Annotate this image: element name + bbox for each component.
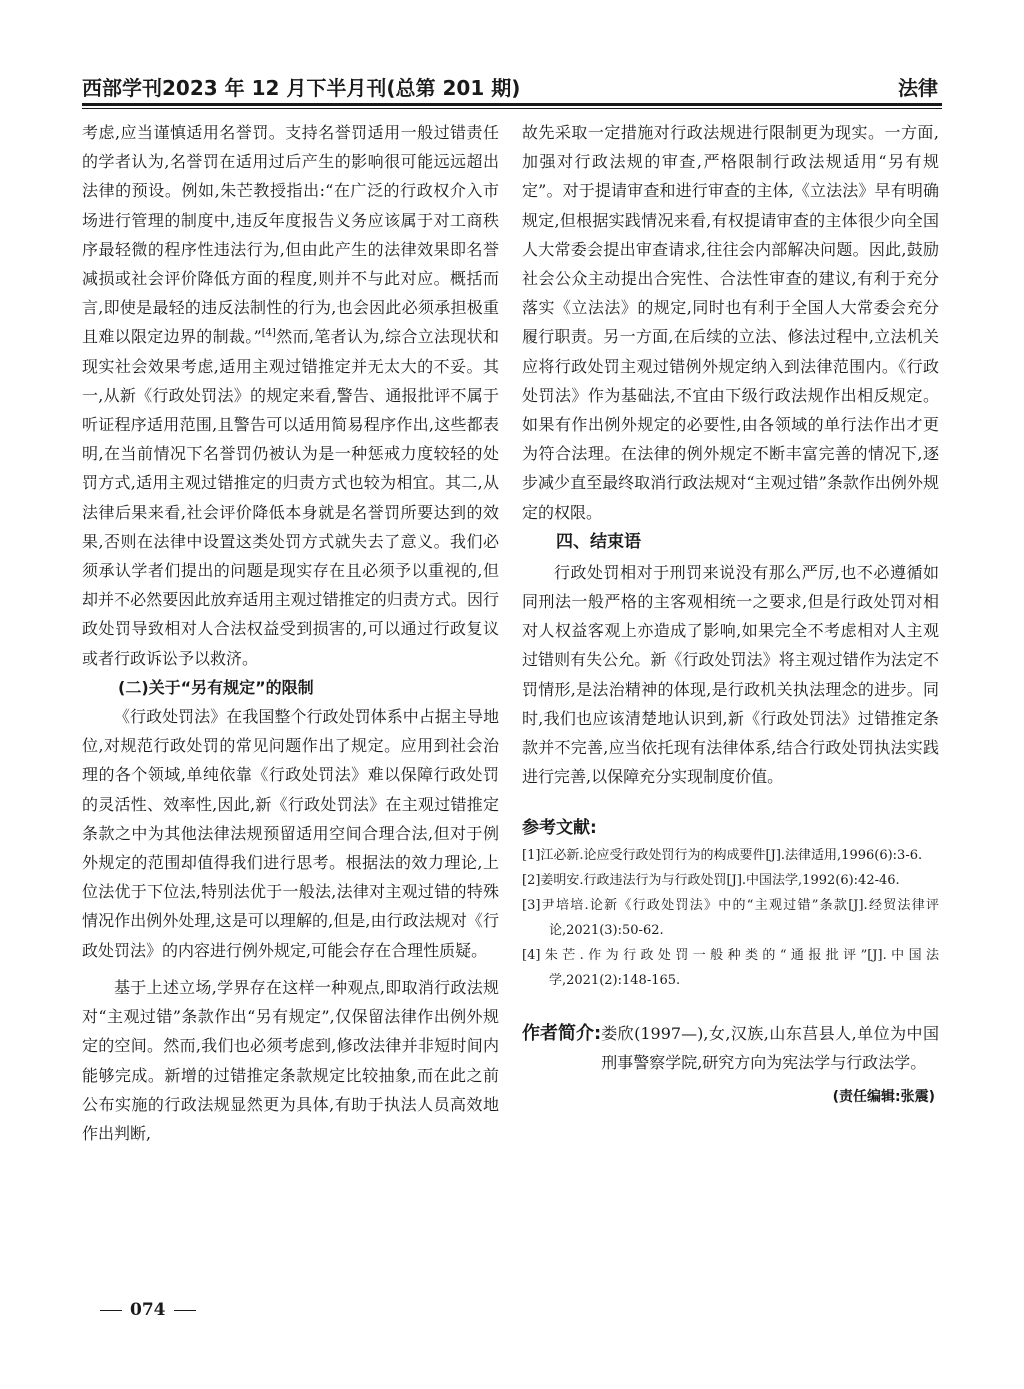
page-number: 074 (92, 1300, 204, 1320)
header-rule-thick (82, 103, 942, 106)
author-bio-text: 娄欣(1997—),女,汉族,山东莒县人,单位为中国刑事警察学院,研究方向为宪法学与行政法学。 (601, 1024, 939, 1073)
left-column (82, 118, 499, 1148)
reference-item: [3]尹培培.论新《行政处罚法》中的“主观过错”条款[J].经贸法律评论,2021(3):50-62. (522, 898, 939, 939)
journal-issue: 2023 年 12 月下半月刊(总第 201 期) (162, 76, 521, 100)
section-heading: 四、结束语 (556, 531, 641, 552)
page-number-dash (100, 1310, 122, 1311)
reference-item: [1]江必新.论应受行政处罚行为的构成要件[J].法律适用,1996(6):3-6. (522, 848, 923, 864)
paragraph: 故先采取一定措施对行政法规进行限制更为现实。一方面,加强对行政法规的审查,严格限制行政法规适用“另有规定”。对于提请审查和进行审查的主体,《立法法》早有明确规定,但根据实践情况来看,有权提请审查的主体很少向全国人大常委会提出审查请求,往往会内部解决问题。因此,鼓励社会公众主动提出合宪性、合法性审查的建议,有利于充分落实《立法法》的规定,同时也有利于全国人大常委会充分履行职责。另一方面,在后续的立法、修法过程中,立法机关应将行政处罚主观过错例外规定纳入到法律范围内。《行政处罚法》作为基础法,不宜由下级行政法规作出相反规定。如果有作出例外规定的必要性,由各领域的单行法作出才更为符合法理。在法律的例外规定不断丰富完善的情况下,逐步减少直至最终取消行政法规对“主观过错”条款作出例外规定的权限。 (522, 123, 939, 522)
references-title: 参考文献: (522, 818, 597, 839)
right-column (522, 118, 939, 1113)
paragraph: 《行政处罚法》在我国整个行政处罚体系中占据主导地位,对规范行政处罚的常见问题作出了规定。应用到社会治理的各个领域,单纯依靠《行政处罚法》难以保障行政处罚的灵活性、效率性,因此,新《行政处罚法》在主观过错推定条款之中为其他法律法规预留适用空间合理合法,但对于例外规定的范围却值得我们进行思考。根据法的效力理论,上位法优于下位法,特别法优于一般法,法律对主观过错的特殊情况作出例外处理,这是可以理解的,但是,由行政法规对《行政处罚法》的内容进行例外规定,可能会存在合理性质疑。 (82, 707, 499, 960)
journal-logo: 西部学刊 (82, 76, 162, 100)
page-number-dash (174, 1310, 196, 1311)
running-header (82, 64, 942, 104)
subsection-heading: (二)关于“另有规定”的限制 (118, 677, 314, 697)
paragraph: 行政处罚相对于刑罚来说没有那么严厉,也不必遵循如同刑法一般严格的主客观相统一之要求,但是行政处罚对相对人权益客观上亦造成了影响,如果完全不考虑相对人主观过错则有失公允。新《行政处罚法》将主观过错作为法定不罚情形,是法治精神的体现,是行政机关执法理念的进步。同时,我们也应该清楚地认识到,新《行政处罚法》过错推定条款并不完善,应当依托现有法律体系,结合行政处罚执法实践进行完善,以保障充分实现制度价值。 (522, 562, 939, 787)
paragraph: 考虑,应当谨慎适用名誉罚。支持名誉罚适用一般过错责任的学者认为,名誉罚在适用过后产生的影响很可能远远超出法律的预设。例如,朱芒教授指出:“在广泛的行政权介入市场进行管理的制度中,违反年度报告义务应该属于对工商秩序最轻微的程序性违法行为,但由此产生的法律效果即名誉减损或社会评价降低方面的程度,则并不与此对应。概括而言,即使是最轻的违反法制性的行为,也会因此必须承担极重且难以限定边界的制裁。”[4]然而,笔者认为,综合立法现状和现实社会效果考虑,适用主观过错推定并无太大的不妥。其一,从新《行政处罚法》的规定来看,警告、通报批评不属于听证程序适用范围,且警告可以适用简易程序作出,这些都表明,在当前情况下名誉罚仍被认为是一种惩戒力度较轻的处罚方式,适用主观过错推定的归责方式也较为相宜。其二,从法律后果来看,社会评价降低本身就是名誉罚所要达到的效果,否则在法律中设置这类处罚方式就失去了意义。我们必须承认学者们提出的问题是现实存在且必须予以重视的,但却并不必然要因此放弃适用主观过错推定的归责方式。因行政处罚导致相对人合法权益受到损害的,可以通过行政复议或者行政诉讼予以救济。 (82, 123, 499, 668)
responsible-editor: (责任编辑:张震) (832, 1089, 935, 1106)
paragraph: 基于上述立场,学界存在这样一种观点,即取消行政法规对“主观过错”条款作出“另有规定”,仅保留法律作出例外规定的空间。然而,我们也必须考虑到,修改法律并非短时间内能够完成。新增的过错推定条款规定比较抽象,而在此之前公布实施的行政法规显然更为具体,有助于执法人员高效地作出判断, (82, 977, 499, 1143)
author-bio-label: 作者简介: (522, 1023, 602, 1045)
journal-title (82, 72, 520, 101)
header-rule-thin (82, 108, 942, 109)
reference-list (522, 843, 939, 993)
author-bio (522, 1019, 939, 1077)
section-name: 法律 (898, 76, 938, 100)
reference-item: [2]姜明安.行政违法行为与行政处罚[J].中国法学,1992(6):42-46. (522, 873, 900, 889)
reference-item: [4]朱芒.作为行政处罚一般种类的“通报批评”[J].中国法学,2021(2):148-165. (522, 948, 939, 989)
citation-mark: [4] (261, 328, 276, 340)
